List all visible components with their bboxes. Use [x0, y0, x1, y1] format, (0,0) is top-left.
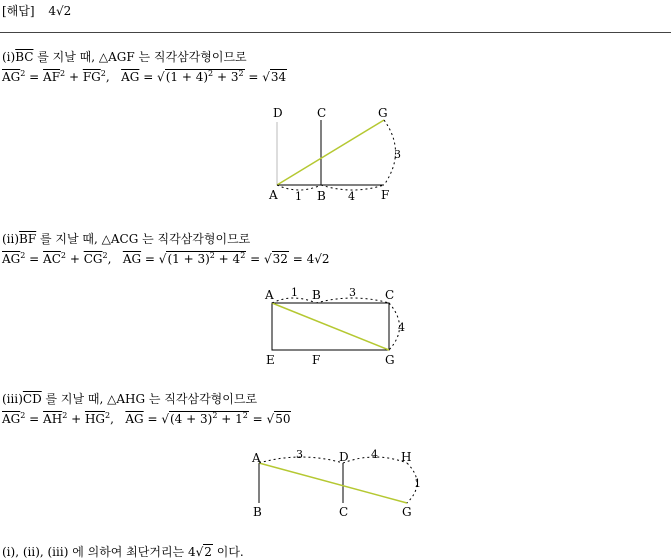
exponent: 2 [242, 411, 248, 420]
eq-term: (1 + 4) [165, 70, 209, 84]
figure-case-2 [258, 283, 418, 373]
label-H: H [401, 450, 412, 464]
conclusion: (ⅰ), (ⅱ), (ⅲ) 에 의하여 최단거리는 4√2 이다. [2, 545, 244, 559]
label-D: D [339, 450, 349, 464]
eq-term: (1 + 3) [167, 252, 210, 266]
eq-term: $\overline{AG}$ [2, 252, 21, 266]
answer-value: 4√2 [48, 4, 72, 18]
eq-term: $\overline{AG}$ [2, 70, 21, 84]
eq-term: + 4 [214, 252, 241, 266]
label-C: C [317, 106, 327, 120]
answer-label: [해답] [2, 4, 35, 18]
label-G: G [385, 353, 395, 367]
segment: $\overline{BC}$ [15, 50, 34, 64]
label-G: G [402, 505, 412, 519]
length-3: 3 [349, 286, 356, 299]
exponent: 2 [240, 251, 246, 260]
diagonal-AG [277, 120, 384, 185]
case-number: (ⅰ) [2, 50, 16, 64]
length-4: 4 [371, 448, 378, 461]
figure-case-3 [245, 443, 425, 523]
label-D: D [273, 106, 283, 120]
exponent: 2 [208, 69, 214, 78]
figure-case-1 [262, 100, 422, 210]
eq-result: 32 [272, 252, 288, 266]
eq-term: $\overline{FG}$ [82, 70, 101, 84]
case-3-heading [2, 390, 257, 407]
eq-term: + 1 [217, 412, 243, 426]
label-A: A [269, 188, 278, 202]
case-number: (ⅱ) [2, 232, 20, 246]
conclusion-tail: 이다. [212, 545, 244, 559]
segment: $\overline{CD}$ [22, 392, 42, 406]
case-1-equation: $\overline{AG}^2 = \overline{AF}^2 + \overline{FG}^2$, $\overline{AG} = √(1 + 4)^2 + 3^2 = √34$ [2, 69, 287, 84]
label-F: F [312, 353, 321, 367]
length-1: 1 [295, 190, 302, 203]
case-text: 를 지날 때, △AHG 는 직각삼각형이므로 [41, 392, 258, 406]
eq-term: $\overline{AG}$ [125, 412, 144, 426]
diagonal-AG [259, 463, 407, 503]
diagonal-AG [272, 303, 389, 350]
eq-term: (4 + 3) [170, 412, 213, 426]
label-C: C [339, 505, 349, 519]
case-3-equation: $\overline{AG}^2 = \overline{AH}^2 + \overline{HG}^2$, $\overline{AG} = √(4 + 3)^2 + 1^2 = √50$ [2, 411, 291, 426]
label-G: G [378, 106, 388, 120]
eq-term: $\overline{AC}$ [43, 252, 61, 266]
exponent: 2 [209, 251, 215, 260]
eq-term: $\overline{HG}$ [84, 412, 106, 426]
eq-term: $\overline{CG}$ [83, 252, 103, 266]
label-A: A [252, 451, 261, 465]
case-text: 를 지날 때, △AGF 는 직각삼각형이므로 [33, 50, 247, 64]
label-B: B [312, 288, 321, 302]
conclusion-sqrt: 2 [204, 545, 212, 559]
header-divider [0, 32, 671, 33]
answer-header [2, 2, 71, 19]
eq-term: $\overline{AF}$ [43, 70, 61, 84]
eq-result: 34 [270, 70, 287, 84]
case-1-heading [2, 48, 247, 65]
case-text: 를 지날 때, △ACG 는 직각삼각형이므로 [36, 232, 251, 246]
exponent: 2 [212, 411, 218, 420]
length-1: 1 [291, 286, 298, 299]
eq-term: $\overline{AG}$ [2, 412, 21, 426]
label-B: B [253, 505, 262, 519]
segment: $\overline{BF}$ [19, 232, 37, 246]
eq-term: $\overline{AH}$ [43, 412, 63, 426]
case-2-heading [2, 230, 250, 247]
label-B: B [317, 189, 326, 203]
label-A: A [265, 288, 274, 302]
length-3: 3 [296, 448, 303, 461]
length-1: 1 [414, 477, 421, 490]
length-3: 3 [394, 148, 401, 161]
length-4: 4 [348, 190, 355, 203]
conclusion-text: (ⅰ), (ⅱ), (ⅲ) 에 의하여 최단거리는 4 [2, 545, 196, 559]
eq-result: 50 [275, 412, 291, 426]
eq-term: + 3 [213, 70, 239, 84]
eq-term: $\overline{AG}$ [122, 252, 142, 266]
label-F: F [381, 188, 390, 202]
eq-simplified: = 4√2 [288, 252, 330, 266]
exponent: 2 [238, 69, 244, 78]
label-C: C [385, 288, 395, 302]
length-4: 4 [398, 321, 405, 334]
eq-term: $\overline{AG}$ [121, 70, 140, 84]
case-number: (ⅲ) [2, 392, 23, 406]
case-2-equation: $\overline{AG}^2 = \overline{AC}^2 + \overline{CG}^2$, $\overline{AG} = √(1 + 3)^2 + 4^2 = √32 = 4√2$ [2, 251, 330, 266]
label-E: E [266, 353, 275, 367]
